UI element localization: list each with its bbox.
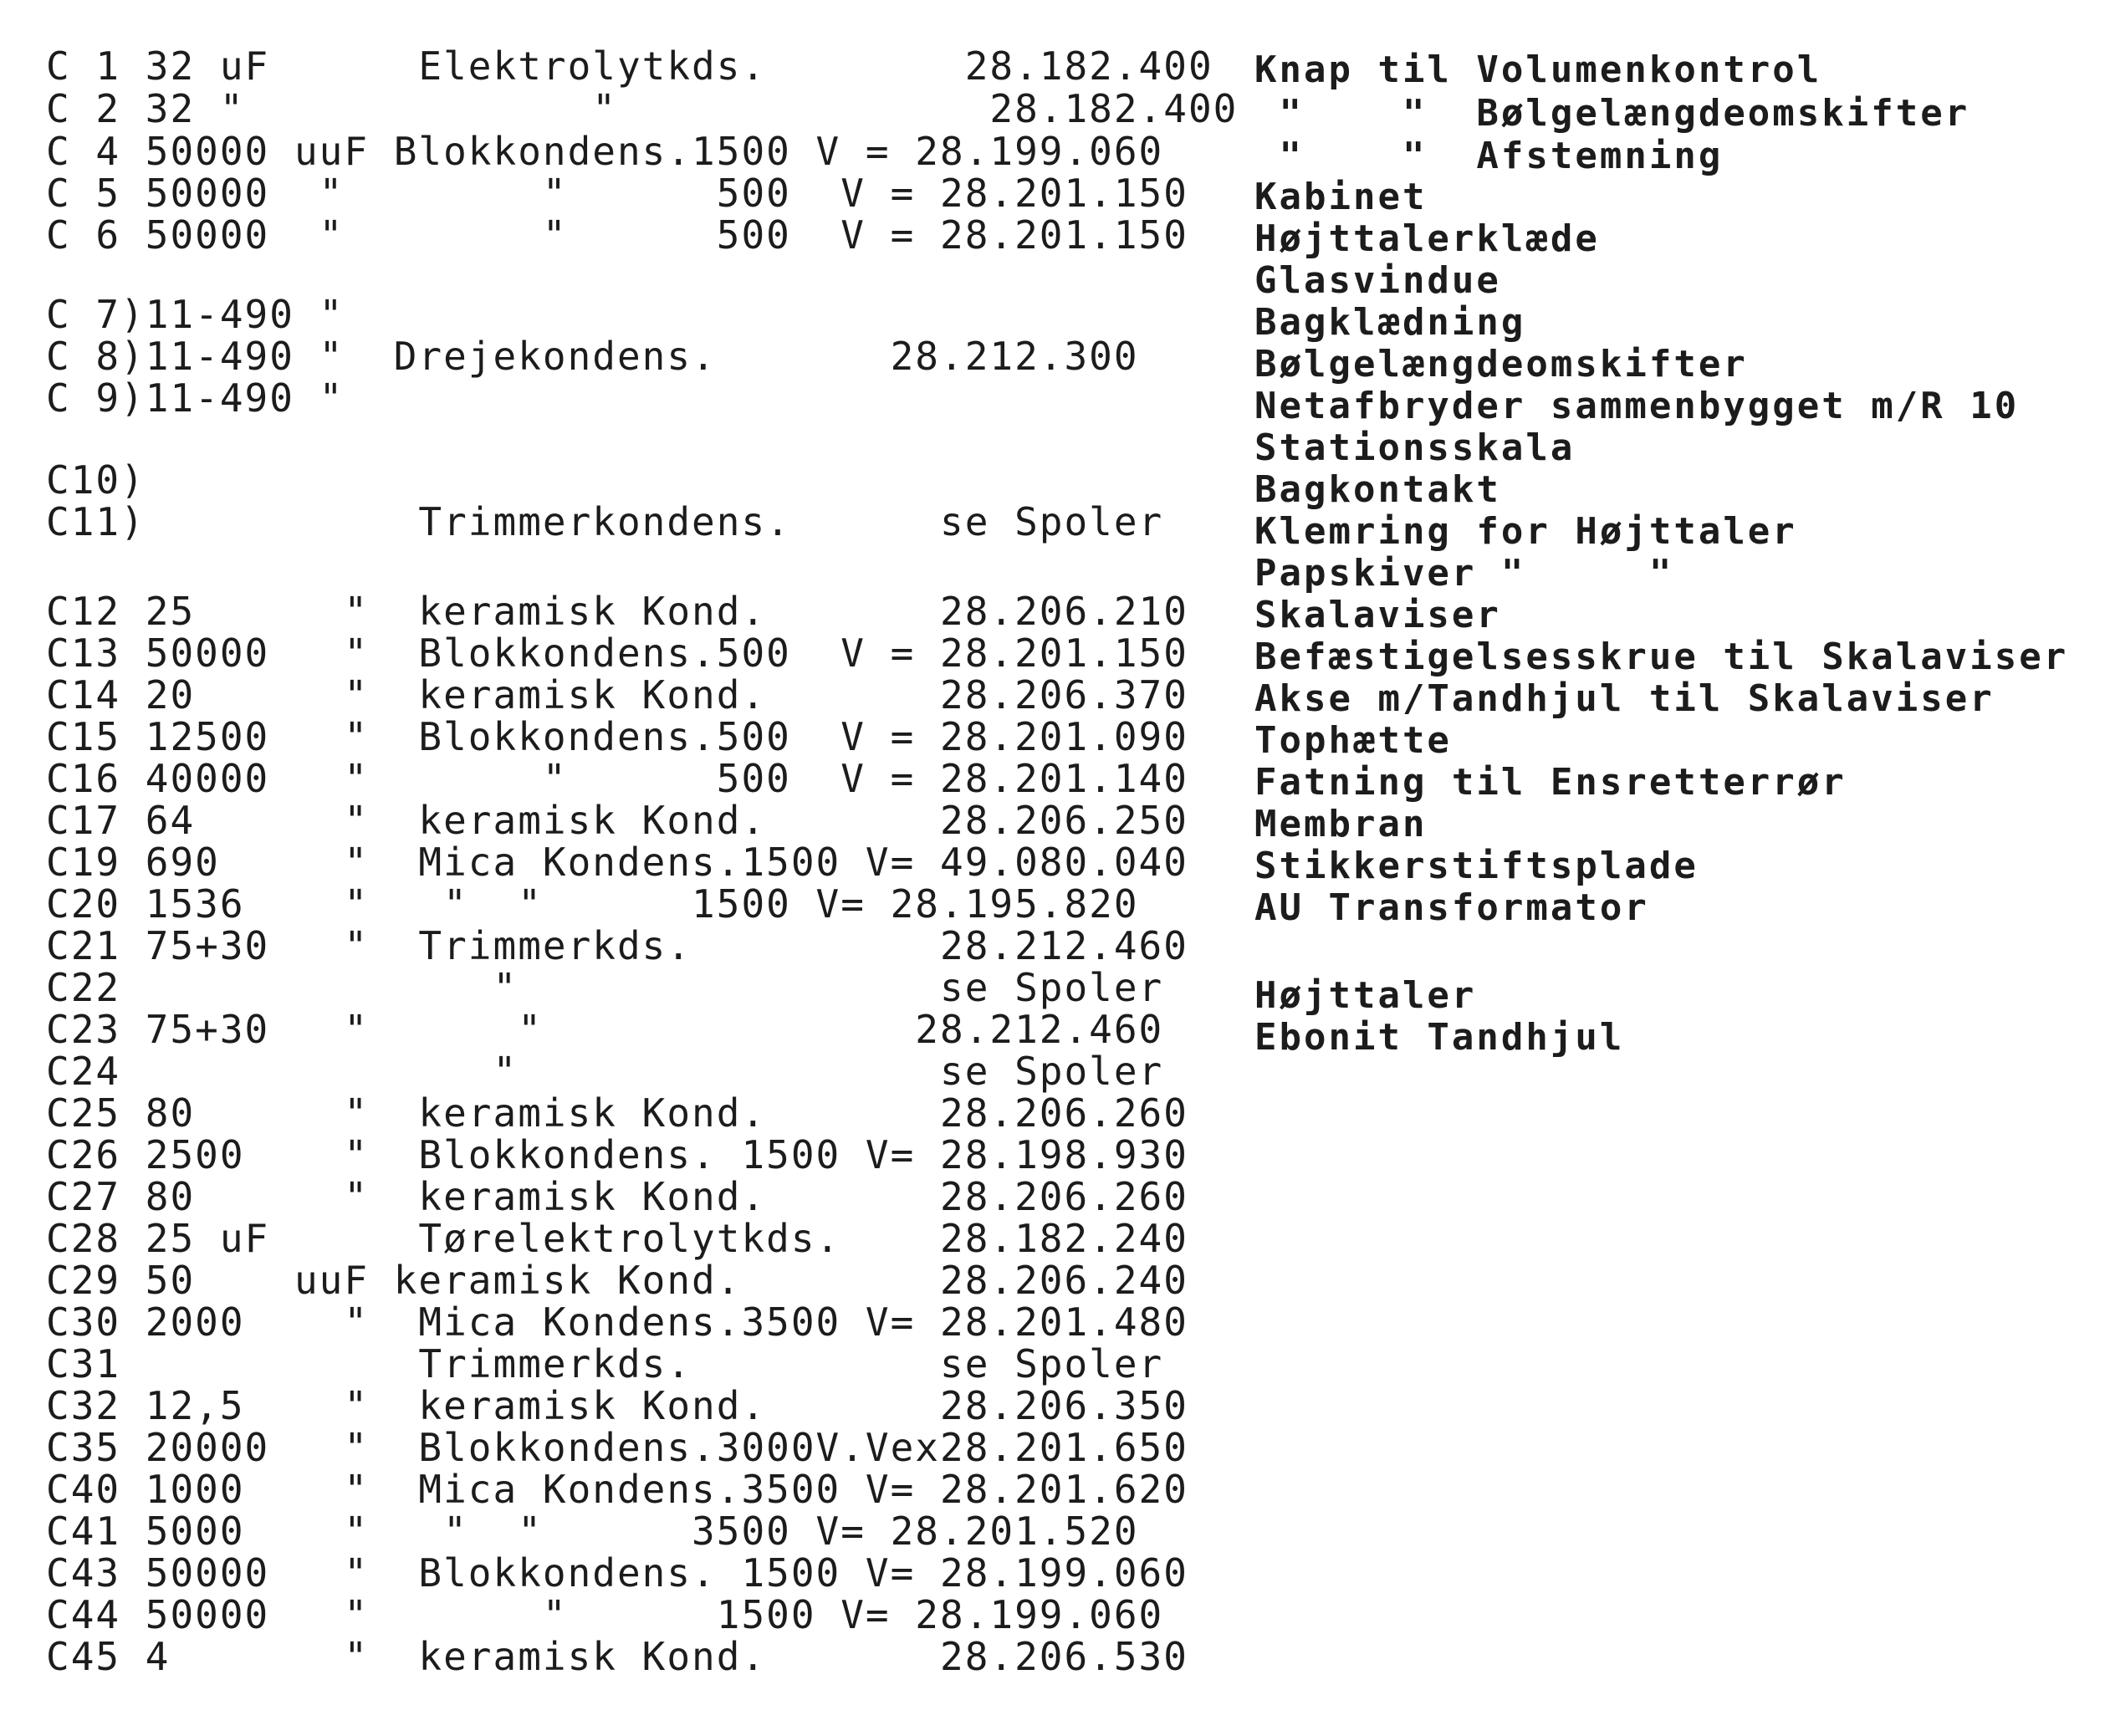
part-row: Stationsskala (1254, 426, 1576, 469)
capacitor-row: C 5 50000 " " 500 V = 28.201.150 (46, 171, 1188, 216)
part-row: Knap til Volumenkontrol (1254, 49, 1822, 91)
capacitor-row: C 8)11-490 " Drejekondens. 28.212.300 (46, 334, 1139, 379)
capacitor-row: C16 40000 " " 500 V = 28.201.140 (46, 756, 1188, 801)
capacitor-row: C20 1536 " " " 1500 V= 28.195.820 (46, 881, 1139, 927)
part-row: Papskiver " " (1254, 552, 1674, 595)
capacitor-row: C24 " se Spoler (46, 1049, 1164, 1094)
capacitor-row: C26 2500 " Blokkondens. 1500 V= 28.198.930 (46, 1132, 1188, 1177)
part-row: Ebonit Tandhjul (1254, 1016, 1625, 1059)
capacitor-row: C31 Trimmerkds. se Spoler (46, 1341, 1164, 1386)
capacitor-row: C 1 32 uF Elektrolytkds. 28.182.400 (46, 43, 1213, 89)
capacitor-row: C10) (46, 457, 146, 503)
capacitor-row: C45 4 " keramisk Kond. 28.206.530 (46, 1634, 1188, 1679)
capacitor-row: C44 50000 " " 1500 V= 28.199.060 (46, 1592, 1164, 1637)
capacitor-row: C43 50000 " Blokkondens. 1500 V= 28.199.060 (46, 1550, 1188, 1596)
capacitor-row: C 6 50000 " " 500 V = 28.201.150 (46, 212, 1188, 258)
part-row: Højttaler (1254, 974, 1477, 1017)
part-row: Stikkerstiftsplade (1254, 845, 1699, 887)
capacitor-row: C35 20000 " Blokkondens.3000V.Vex28.201.650 (46, 1425, 1188, 1470)
capacitor-row: C28 25 uF Tørelektrolytkds. 28.182.240 (46, 1216, 1188, 1261)
capacitor-row: C13 50000 " Blokkondens.500 V = 28.201.150 (46, 631, 1188, 676)
capacitor-row: C25 80 " keramisk Kond. 28.206.260 (46, 1090, 1188, 1136)
part-row: " " Afstemning (1254, 135, 1724, 177)
part-row: Tophætte (1254, 719, 1452, 762)
capacitor-row: C17 64 " keramisk Kond. 28.206.250 (46, 798, 1188, 843)
capacitor-row: C11) Trimmerkondens. se Spoler (46, 499, 1164, 544)
capacitor-row: C41 5000 " " " 3500 V= 28.201.520 (46, 1509, 1139, 1554)
part-row: Bagkontakt (1254, 468, 1501, 511)
part-row: Kabinet (1254, 176, 1428, 218)
part-row: Befæstigelsesskrue til Skalaviser (1254, 636, 2069, 678)
capacitor-row: C14 20 " keramisk Kond. 28.206.370 (46, 672, 1188, 717)
capacitor-row: C23 75+30 " " 28.212.460 (46, 1007, 1164, 1052)
part-row: Højttalerklæde (1254, 217, 1600, 260)
capacitor-row: C22 " se Spoler (46, 965, 1164, 1010)
part-row: Bagklædning (1254, 301, 1526, 344)
part-row: Fatning til Ensretterrør (1254, 761, 1847, 804)
capacitor-row: C32 12,5 " keramisk Kond. 28.206.350 (46, 1383, 1188, 1428)
part-row: Membran (1254, 803, 1428, 845)
capacitor-row: C19 690 " Mica Kondens.1500 V= 49.080.040 (46, 840, 1188, 885)
capacitor-row: C30 2000 " Mica Kondens.3500 V= 28.201.480 (46, 1299, 1188, 1345)
capacitor-row: C 4 50000 uuF Blokkondens.1500 V = 28.199.060 (46, 129, 1164, 174)
part-row: Netafbryder sammenbygget m/R 10 (1254, 385, 2020, 427)
capacitor-row: C12 25 " keramisk Kond. 28.206.210 (46, 589, 1188, 634)
part-row: " " Bølgelængdeomskifter (1254, 92, 1970, 135)
capacitor-row: C 2 32 " " 28.182.400 (46, 86, 1239, 131)
part-row: Bølgelængdeomskifter (1254, 343, 1748, 385)
capacitor-row: C21 75+30 " Trimmerkds. 28.212.460 (46, 923, 1188, 968)
capacitor-row: C40 1000 " Mica Kondens.3500 V= 28.201.620 (46, 1467, 1188, 1512)
part-row: Skalaviser (1254, 594, 1501, 636)
capacitor-row: C 9)11-490 " (46, 375, 345, 421)
part-row: AU Transformator (1254, 886, 1649, 929)
capacitor-row: C15 12500 " Blokkondens.500 V = 28.201.090 (46, 714, 1188, 759)
part-row: Glasvindue (1254, 259, 1501, 302)
part-row: Klemring for Højttaler (1254, 510, 1797, 553)
part-row: Akse m/Tandhjul til Skalaviser (1254, 677, 1995, 720)
capacitor-row: C29 50 uuF keramisk Kond. 28.206.240 (46, 1258, 1188, 1303)
capacitor-row: C27 80 " keramisk Kond. 28.206.260 (46, 1174, 1188, 1219)
capacitor-row: C 7)11-490 " (46, 292, 345, 337)
